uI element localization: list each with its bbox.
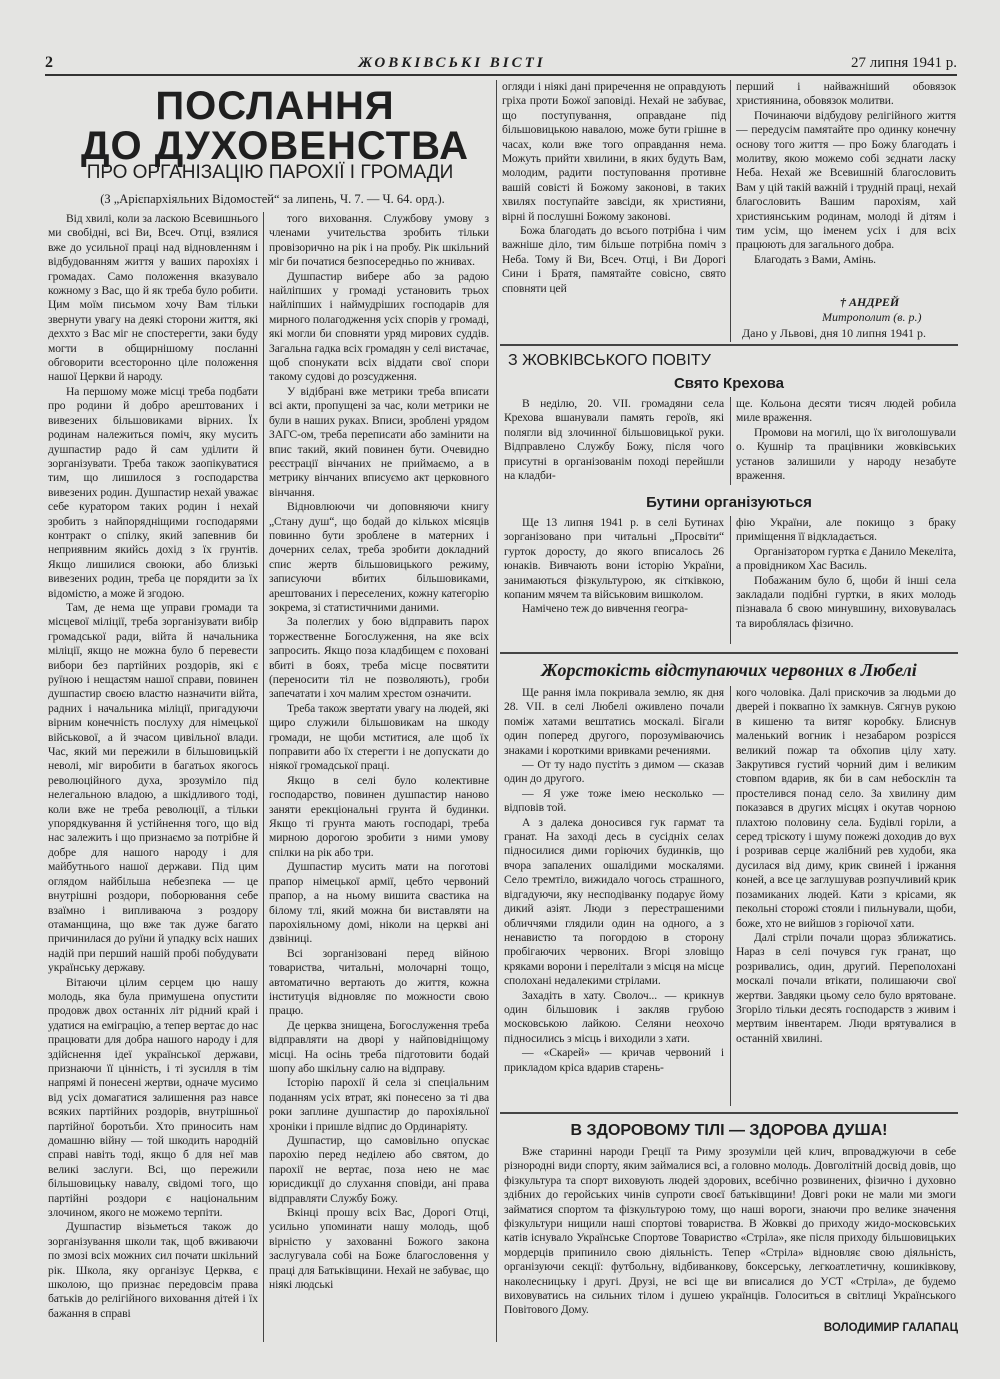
signature-place-date: Дано у Львові, дня 10 липня 1941 р. <box>742 326 926 340</box>
paragraph: Душпастир мусить мати на поготові прапор німецької армії, цебто червоний прапор, а на ньому вишита свастика на білому тлі, який можна би виставляти на парохіяльному домі, ніколи на церкві ані дзвіниці. <box>269 860 489 946</box>
paragraph: Вже старинні народи Греції та Риму зрозуміли цей клич, впроваджуючи в себе різнородні види спорту, яким займалися всі, а головно молодь. Довголітній досвід довів, що фізкультура та спорт виховують людей здорових, всебічно розвинених, фізично і духовно здібних до геройських чинів супроти своєї батьківщини! Довгі роки не мали ми змоги займатися спортом та фізкультурою тому, що наші вороги, знаючи про велике значення фізкультури нищили наші спортові товариства. В Жовкві до приходу жидо-московських катів існувало Українське Спортове Товариство «Стріла», яке після приходу більшовицьких мордерців припинило свою діяльність. Тепер «Стріла» відновляє свою діяльність, організуючи секції: футбольну, відбиванкову, боксерську, легкоатлетичну, кошиківкову, наколесницьку і другі. Друзі, не всі ще ви вписалися до УСТ «Стріла», де будемо виховуватись на сильних тілом і душею українців. Голоситься в світлиці Українського Повітового Дому. <box>504 1145 956 1317</box>
paragraph: — От ту надо пустіть з димом — сказав один до другого. <box>504 758 724 786</box>
sport-title: В ЗДОРОВОМУ ТІЛІ — ЗДОРОВА ДУША! <box>570 1122 888 1139</box>
section-divider <box>500 344 958 346</box>
masthead <box>45 48 957 76</box>
paragraph: — «Скарей» — кричав червоний і прикладом кріса вдарив старень- <box>504 1046 724 1074</box>
title-line-1: ПОСЛАННЯ <box>155 84 395 128</box>
paragraph: Треба також звертати увагу на людей, які щиро служили більшовикам на шкоду громади, не щоби мститися, але щоб їх поправити або їх стерегти і не допускати до ніякої громадської праці. <box>269 701 489 773</box>
butyny-right-column <box>736 516 956 646</box>
paragraph: Вітаючи цілим серцем цю нашу молодь, яка була примушена опустити продовж двох останніх літ рідний край і удатися на еміграцію, а тепер вертає до нас працювати для добра нашого народу і для здійснення ідеї української держави, признаючи її цінність, і ті зусилля в тім напрямі й понесені жертви, одначе мусимо від усіх домагатися залишення раз навсе всяких партійних роздорів, внутрішньої партійної боротьби. Хто приносить нам домашню війну — той шкодить народній справі навіть тоді, якщо б для неї мав великі заслуги. Всі, що пережили більшовицьку навалу, свідомі того, що партійні роздори є національним злочином, якого не можемо терпіти. <box>48 975 258 1220</box>
paragraph: Всі зорганізовані перед війною товариства, читальні, молочарні тощо, автоматично вертають до життя, кожна інституція відновляє по можности свою працю. <box>269 946 489 1018</box>
main-article-column-2 <box>269 212 489 1342</box>
sport-author: ВОЛОДИМИР ГАЛАПАЦ <box>823 1322 958 1334</box>
paragraph: У відібрані вже метрики треба вписати всі акти, пропущені за час, коли метрики не були в наших руках. Вписи, зроблені урядом ЗАГС-ом, треба переписати або замінити на впис такий, який повинен бути. Очевидно реєстрації вінчаних не приймаємо, а в метрику вінчаних вписуємо акт церковного вінчання. <box>269 384 489 499</box>
paragraph: — Я уже тоже імею несколько — відповів той. <box>504 786 724 815</box>
lubelia-title: Жорстокість відступаючих червоних в Любелі <box>541 660 917 680</box>
section-divider <box>500 652 958 654</box>
main-article-title <box>50 86 500 166</box>
paragraph: Починаючи відбудову релігійного життя — передусім памятайте про одинку конечну основу того життя — про Божу благодать і молитву, якою можемо собі зєднати ласку Неба. Нехай же Всевишній благословить Вам у цій такій важній і трудній праці, нехай благословить Вашим парохіям, хай християнським родинам, молоді й дітям і тим усім, що іменем усіх і для всіх працюють для загального добра. <box>736 108 956 252</box>
column-divider <box>730 397 731 485</box>
paragraph: Там, де нема ще управи громади та місцевої міліції, треба зорганізувати вибір громадської ради, війта й начальника міліції, якщо не можна було б перевести вибори без партійних роздорів, які є руїною і нещастям нашої справи, повинен душпастир своєю властю назначити війта, радних і начальника міліції, пригадуючи вірним конечність послуху для німецької військової, а й зчасом цивільної влади. Час, який ми пережили в більшовицькій неволі, міг виробити в багатьох якогось революційного духа, зрозуміло під нелегальною владою, а шкідливого тоді, коли вже не треба революції, а тільки упорядкування й устійнення того, що від нас залежить і що признаємо за потрібне й добре для нашого народу і для майбутнього нашої держави. Під цим оглядом найбільша небезпека — це внутрішні роздори, поборювання себе взаїмно і випливаюча з роздору отаманщина, що вже так дуже багато причинилася до руїни й упадку всіх наших надій при перший нашій пробі побудувати українську державу. <box>48 600 258 975</box>
page-number: 2 <box>45 54 53 71</box>
column-divider <box>496 80 497 1342</box>
newspaper-name: ЖОВКІВСЬКІ ВІСТІ <box>358 55 546 71</box>
paragraph: Намічено теж до вивчення геогра- <box>522 602 688 616</box>
paragraph: Побажаним було б, щоби й інші села закладали подібні гуртки, в яких молодь пізнавала б свою минувшину, виховувалась та вироблялась фізично. <box>736 573 956 630</box>
main-article-subtitle: ПРО ОРГАНІЗАЦІЮ ПАРОХІЇ І ГРОМАДИ <box>86 162 454 183</box>
krekhiv-title: Свято Крехова <box>673 375 785 392</box>
paragraph: огляди і ніякі дані приречення не оправдують гріха проти Божої заповіді. Нехай не забуває, що поступування, оправдане під більшовицькою навалою, може бути грішне в часах, коли вже того оправдання нема. Можуть прийти хвилини, в яких будуть Вам, молодим, радити поступовання противне вашій совісті й Божому законові, в таких хвилях поступайте завсіди, як християни, вірні й послушні Божому законові. <box>502 80 726 223</box>
paragraph: Божа благодать до всього потрібна і чим важніше діло, тим більше потрібна поміч з Неба. Тому й Ви, Всеч. Отці, і Ви Дорогі Сини і Братя, памятайте совісно, свято сповняти цей <box>502 224 726 295</box>
paragraph: Душпастир вибере або за радою найліпших у громаді установить трьох найліпших і наймудріших господарів для мирного полагодження усіх спорів у громаді, які могли би сповняти уряд мирових суддів. Загальна гадка всіх громадян у селі вистачає, щоб спонукати всіх віддати свої спори такому судові до розсудження. <box>269 269 489 384</box>
paragraph: фію України, але покищо з браку приміщення її відкладається. <box>736 516 956 544</box>
butyny-left-column <box>504 516 724 646</box>
paragraph: Благодать з Вами, Амінь. <box>754 252 876 266</box>
paragraph: А з далека доносився гук гармат та гранат. На заході десь в сусідніх селах підносилися дими горіючих будинків, що вчора запалених ошалідими москалями. Село тремтіло, вижидало чогось страшного, відгадуючи, яку несподіванку подарує йому дикий азіят. Люди з перестрашеними обличчями глядили один на одного, а з ненавистю та погордою в сторону пробігаючих червоних. Вгорі зловіщо кряками ворони і перелітали з місця на місце сполохані недалекими стрілами. <box>504 815 724 988</box>
krekhiv-left-column <box>504 397 724 487</box>
main-article-column-1 <box>48 212 258 1342</box>
paragraph: На першому може місці треба подбати про родини й добро арештованих і вивезених більшовиками вірних. Їх родинам належиться поміч, яку мусить душпастир радо й сам уділити й зорганізувати. Треба також заопікуватися тим, що лишилося з господарства вивезених родин. Душпастир нехай уважає себе куратором таких родин і нехай зробить з найпорядніщими господарями контракт о спілку, який запевнив би неприявним якийсь дохід з їх грунтів. Якщо лишилися своюки, або близькі вивезених родин, треба це порядити за їх відомістю, а може й згодою. <box>48 384 258 600</box>
paragraph: ще. Кольона десяти тисяч людей робила миле враження. <box>736 397 956 425</box>
paragraph: Історію парохії й села зі спеціальним поданням усіх втрат, які понесено за ті два роки заплине душпастир до парохіяльної хроніки і пришле відпис до Ординаріяту. <box>269 1076 489 1133</box>
paragraph: Організатором гуртка є Данило Мекеліта, а провідником Хас Василь. <box>736 544 956 573</box>
paragraph: того виховання. Службову умову з членами учительства зробить тільки провізорично на рік і на пробу. Рік шкільний міг би початися безпосередньо по жнивах. <box>269 212 489 269</box>
paragraph: Душпастир візьметься також до зорганізування школи так, щоб вживаючи по змозі всіх можних сил почати шкільний рік. Школа, яку організує Церква, є школою, що признає передовсім права батьків до релігійного виховання дітей і їх бажання в справі <box>48 1220 258 1320</box>
main-article-column-4 <box>736 80 956 294</box>
district-section-heading: З ЖОВКІВСЬКОГО ПОВІТУ <box>508 352 711 369</box>
paragraph: Відновлюючи чи доповняючи книгу „Стану душ“, що бодай до кількох місяців повинно бути зроблене в матерних і дочерних селах, треба зробити докладний спис жертв більшовицького режиму, записуючи вбитих більшовиками, арештованих і переселених, кожну категорію зокрема, зі статистичними даними. <box>269 500 489 614</box>
paragraph: Де церква знищена, Богослуження треба відправляти на дворі у найповідніщому місці. На осінь треба підготовити бодай шопу або шкільну салю на відправу. <box>269 1018 489 1075</box>
paragraph: Якщо в селі було колективне господарство, повинен душпастир наново заняти ерекціональні грунта й будинки. Якщо ті грунта мають господарі, треба мирною дорогою зробити з ними умову спілки на рік або три. <box>269 773 489 859</box>
paragraph: Промови на могилі, що їх виголошували о. Кушнір та працівники жовківських установ залишили у народу незабуте враження. <box>736 425 956 483</box>
paragraph: Захадіть в хату. Сволоч... — крикнув один більшовик і закляв грубою московською лайкою. Селяни неохочо підносились з місць і виходили з хати. <box>504 988 724 1045</box>
paragraph: Від хвилі, коли за ласкою Всевишнього ми свобідні, всі Ви, Всеч. Отці, взялися вже до усильної праці над відновленням і відбудованням життя у ваших парохіях і громадах. Само положення вказувало кожному з Вас, що й як треба було робити. Цим моїм письмом хочу Вам тільки звернути увагу на деякі сторони життя, які деххто з Вас міг не спостерегти, заки буду могти в общирнішому посланні обговорити всесторонно ціле положення нашої Церкви й народу. <box>48 212 258 384</box>
paragraph: Вкінці прошу всіх Вас, Дорогі Отці, усильно упоминати нашу молодь, щоб вірністю у захованні Божого закона заслугувала собі на Боже благословення у праці для Батьківщини. Нехай не забуває, що ніякі людські <box>269 1206 489 1292</box>
paragraph: Далі стріли почали щораз зближатись. Нараз в селі почувся гук гранат, що розривались, один, другий. Переполохані москалі почали втікати, полишаючи свої жертви. Завдяки цьому село було врятоване. Згоріло тільки десять господарств з живим і мертвим інвентарем. Люди врятувалися в останній хвилині. <box>736 930 956 1045</box>
paragraph: Ще рання імла покривала землю, як дня 28. VII. в селі Любелі оживлено почали помiж хатами вештатись москалі. Бігали один поперед другого, порозуміваючись знаками і короткими вривками речениями. <box>504 686 724 757</box>
title-line-2: ДО ДУХОВЕНСТВА <box>81 124 469 168</box>
krekhiv-right-column <box>736 397 956 487</box>
issue-date: 27 липня 1941 р. <box>851 55 957 71</box>
main-article-column-3 <box>502 80 726 342</box>
column-divider <box>730 516 731 644</box>
butyny-title: Бутини організуються <box>646 494 812 511</box>
main-article-source: (З „Арієпархіяльних Відомостей“ за липень, Ч. 7. — Ч. 64. орд.). <box>100 192 445 206</box>
signature-title: Митрополит (в. р.) <box>822 310 922 324</box>
paragraph: Душпастир, що самовільно опускає парохію перед неділею або святом, до парохії не вертає, поза нею не має юрисдикції до слухання сповіди, ані права відправляти Службу Божу. <box>269 1134 489 1205</box>
paragraph: Ще 13 липня 1941 р. в селі Бутинах зорганізовано при читальні „Просвіти“ гурток доросту, до якого вписалось 26 юнаків. Вивчають вони історію України, занимаються фізкультурою, як сітківкою, копаним мячем та військовим вишколом. <box>504 516 724 602</box>
column-divider <box>730 80 731 342</box>
paragraph: В неділю, 20. VII. громадяни села Крехова вшанували память героїв, які полягли від злочинної більшовицької руки. Відправлено Службу Божу, після чого присутні в організованім поході перейшли на кладби- <box>504 397 724 483</box>
paragraph: За полеглих у бою відправить парох торжественне Богослуження, на яке всіх запросить. Якщо поза кладбищем є поховані вбиті в боях, треба місце посвятити (переносити тіл не позволяють), гроби запечатати і хоч малим хрестом означити. <box>269 615 489 701</box>
signature-name: † АНДРЕЙ <box>840 295 900 309</box>
section-divider <box>500 1112 958 1114</box>
lubelia-right-column <box>736 686 956 1106</box>
paragraph: перший і найважніший обовязок християнина, обовязок молитви. <box>736 80 956 108</box>
lubelia-left-column <box>504 686 724 1106</box>
sport-article-body <box>504 1145 956 1325</box>
column-divider <box>263 212 264 1342</box>
column-divider <box>730 686 731 1106</box>
paragraph: кого чоловіка. Далі прискочив за людьми до дверей і поквапно їх замкнув. Сягнув рукою в кишеню та витяг коробку. Блиснув маленький вогник і незабаром розрісся великий пожар та обхопив цілу хату. Закрутився густий чорний дим і великим стовпом вдарив, як би в сам небосклін та простелився понад село. За хвилину дим показався в других місцях і окутав чорною плахтою половину села. Будівлі горіли, а серед тріскоту і шуму пожежі доходив до вух і розривав серце жалібний рев худоби, яка дусилася від диму, крик свиней і іржання коней, а все це заглушував розпучливий крик позамиканих людей. Кати з крісами, як пекольні сторожі стояли і пильнували, щоби, боже, хто не вийшов з горіючої хати. <box>736 686 956 930</box>
